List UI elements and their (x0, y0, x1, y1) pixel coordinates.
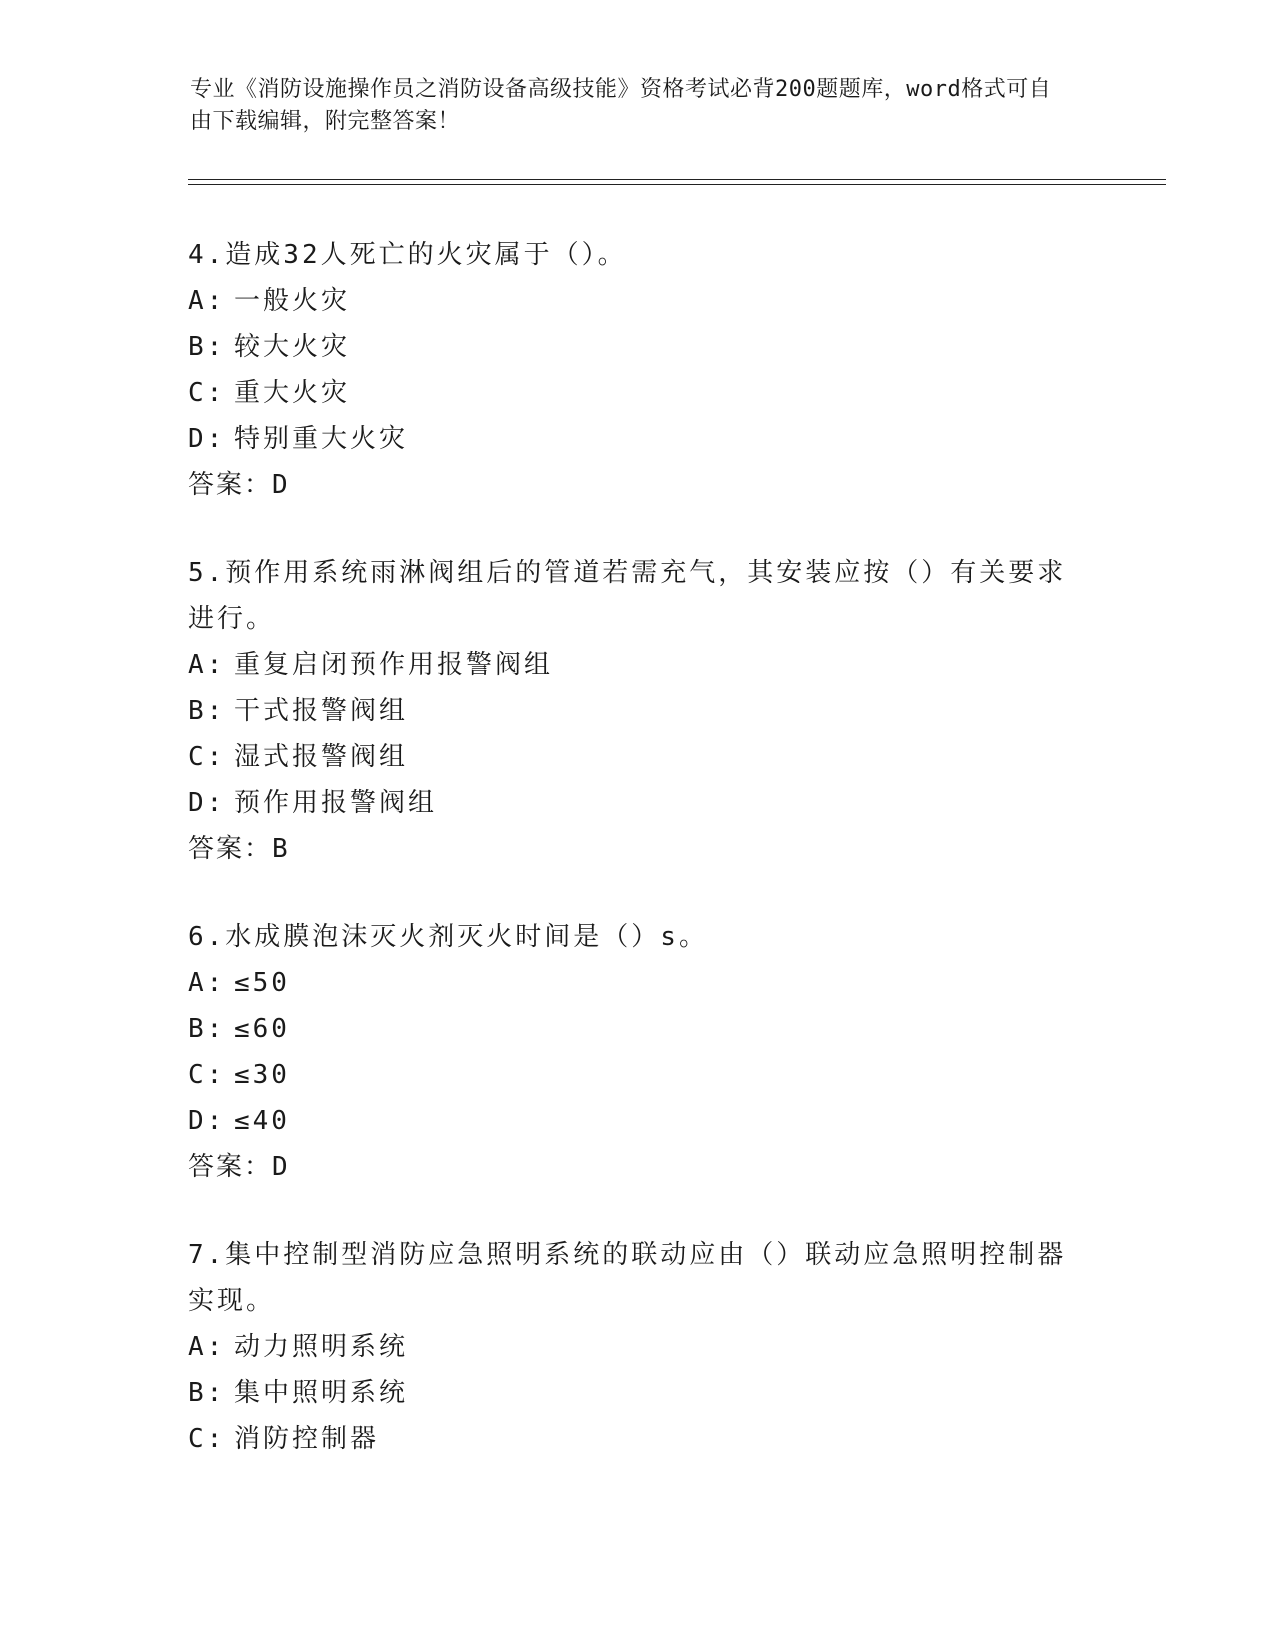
option-a (188, 642, 1088, 688)
option-letter: A: (188, 650, 226, 680)
option-a (188, 278, 1088, 324)
question-stem: 5.预作用系统雨淋阀组后的管道若需充气，其安装应按（）有关要求进行。 (188, 558, 1067, 634)
option-letter: C: (188, 1060, 226, 1090)
answer-line (188, 462, 1088, 508)
option-b (188, 1006, 1088, 1052)
answer-value: B (272, 834, 288, 864)
answer-line (188, 1144, 1088, 1190)
option-text: 动力照明系统 (234, 1332, 409, 1362)
option-letter: A: (188, 1332, 226, 1362)
option-text: ≤30 (234, 1060, 290, 1090)
option-text: 重大火灾 (234, 378, 351, 408)
question-6 (188, 914, 1088, 1190)
option-letter: C: (188, 742, 226, 772)
answer-label: 答案： (188, 1152, 273, 1182)
answer-value: D (272, 1152, 288, 1182)
option-text: ≤60 (234, 1014, 290, 1044)
option-text: 较大火灾 (234, 332, 351, 362)
answer-label: 答案： (188, 834, 273, 864)
option-b (188, 1370, 1088, 1416)
header-title: 专业《消防设施操作员之消防设备高级技能》资格考试必背200题题库，word格式可自由下载编辑，附完整答案！ (190, 77, 1052, 134)
answer-label: 答案： (188, 470, 273, 500)
option-letter: C: (188, 378, 226, 408)
option-letter: C: (188, 1424, 226, 1454)
question-stem: 6.水成膜泡沫灭火剂灭火时间是（）s。 (188, 922, 708, 952)
option-text: 湿式报警阀组 (234, 742, 409, 772)
option-c (188, 370, 1088, 416)
option-letter: D: (188, 1106, 226, 1136)
option-text: 重复启闭预作用报警阀组 (234, 650, 554, 680)
option-a (188, 1324, 1088, 1370)
option-text: 特别重大火灾 (234, 424, 409, 454)
option-c (188, 734, 1088, 780)
option-text: 一般火灾 (234, 286, 351, 316)
option-letter: A: (188, 968, 226, 998)
option-text: 干式报警阀组 (234, 696, 409, 726)
question-7 (188, 1232, 1088, 1462)
option-d (188, 1098, 1088, 1144)
option-letter: B: (188, 1378, 226, 1408)
option-d (188, 416, 1088, 462)
option-letter: D: (188, 424, 226, 454)
question-4 (188, 232, 1088, 508)
option-d (188, 780, 1088, 826)
option-text: 集中照明系统 (234, 1378, 409, 1408)
option-b (188, 324, 1088, 370)
option-letter: B: (188, 696, 226, 726)
answer-value: D (272, 470, 288, 500)
header-divider-bottom (188, 184, 1166, 185)
question-list (188, 232, 1088, 1504)
question-5 (188, 550, 1088, 872)
document-header (190, 74, 1070, 138)
option-letter: A: (188, 286, 226, 316)
option-letter: B: (188, 1014, 226, 1044)
option-a (188, 960, 1088, 1006)
option-c (188, 1052, 1088, 1098)
option-c (188, 1416, 1088, 1462)
header-divider-top (188, 179, 1166, 180)
option-text: ≤50 (234, 968, 290, 998)
option-text: 消防控制器 (234, 1424, 380, 1454)
option-text: ≤40 (234, 1106, 290, 1136)
answer-line (188, 826, 1088, 872)
option-b (188, 688, 1088, 734)
option-text: 预作用报警阀组 (234, 788, 438, 818)
option-letter: B: (188, 332, 226, 362)
question-stem: 7.集中控制型消防应急照明系统的联动应由（）联动应急照明控制器实现。 (188, 1240, 1067, 1316)
question-stem: 4.造成32人死亡的火灾属于（）。 (188, 240, 627, 270)
option-letter: D: (188, 788, 226, 818)
